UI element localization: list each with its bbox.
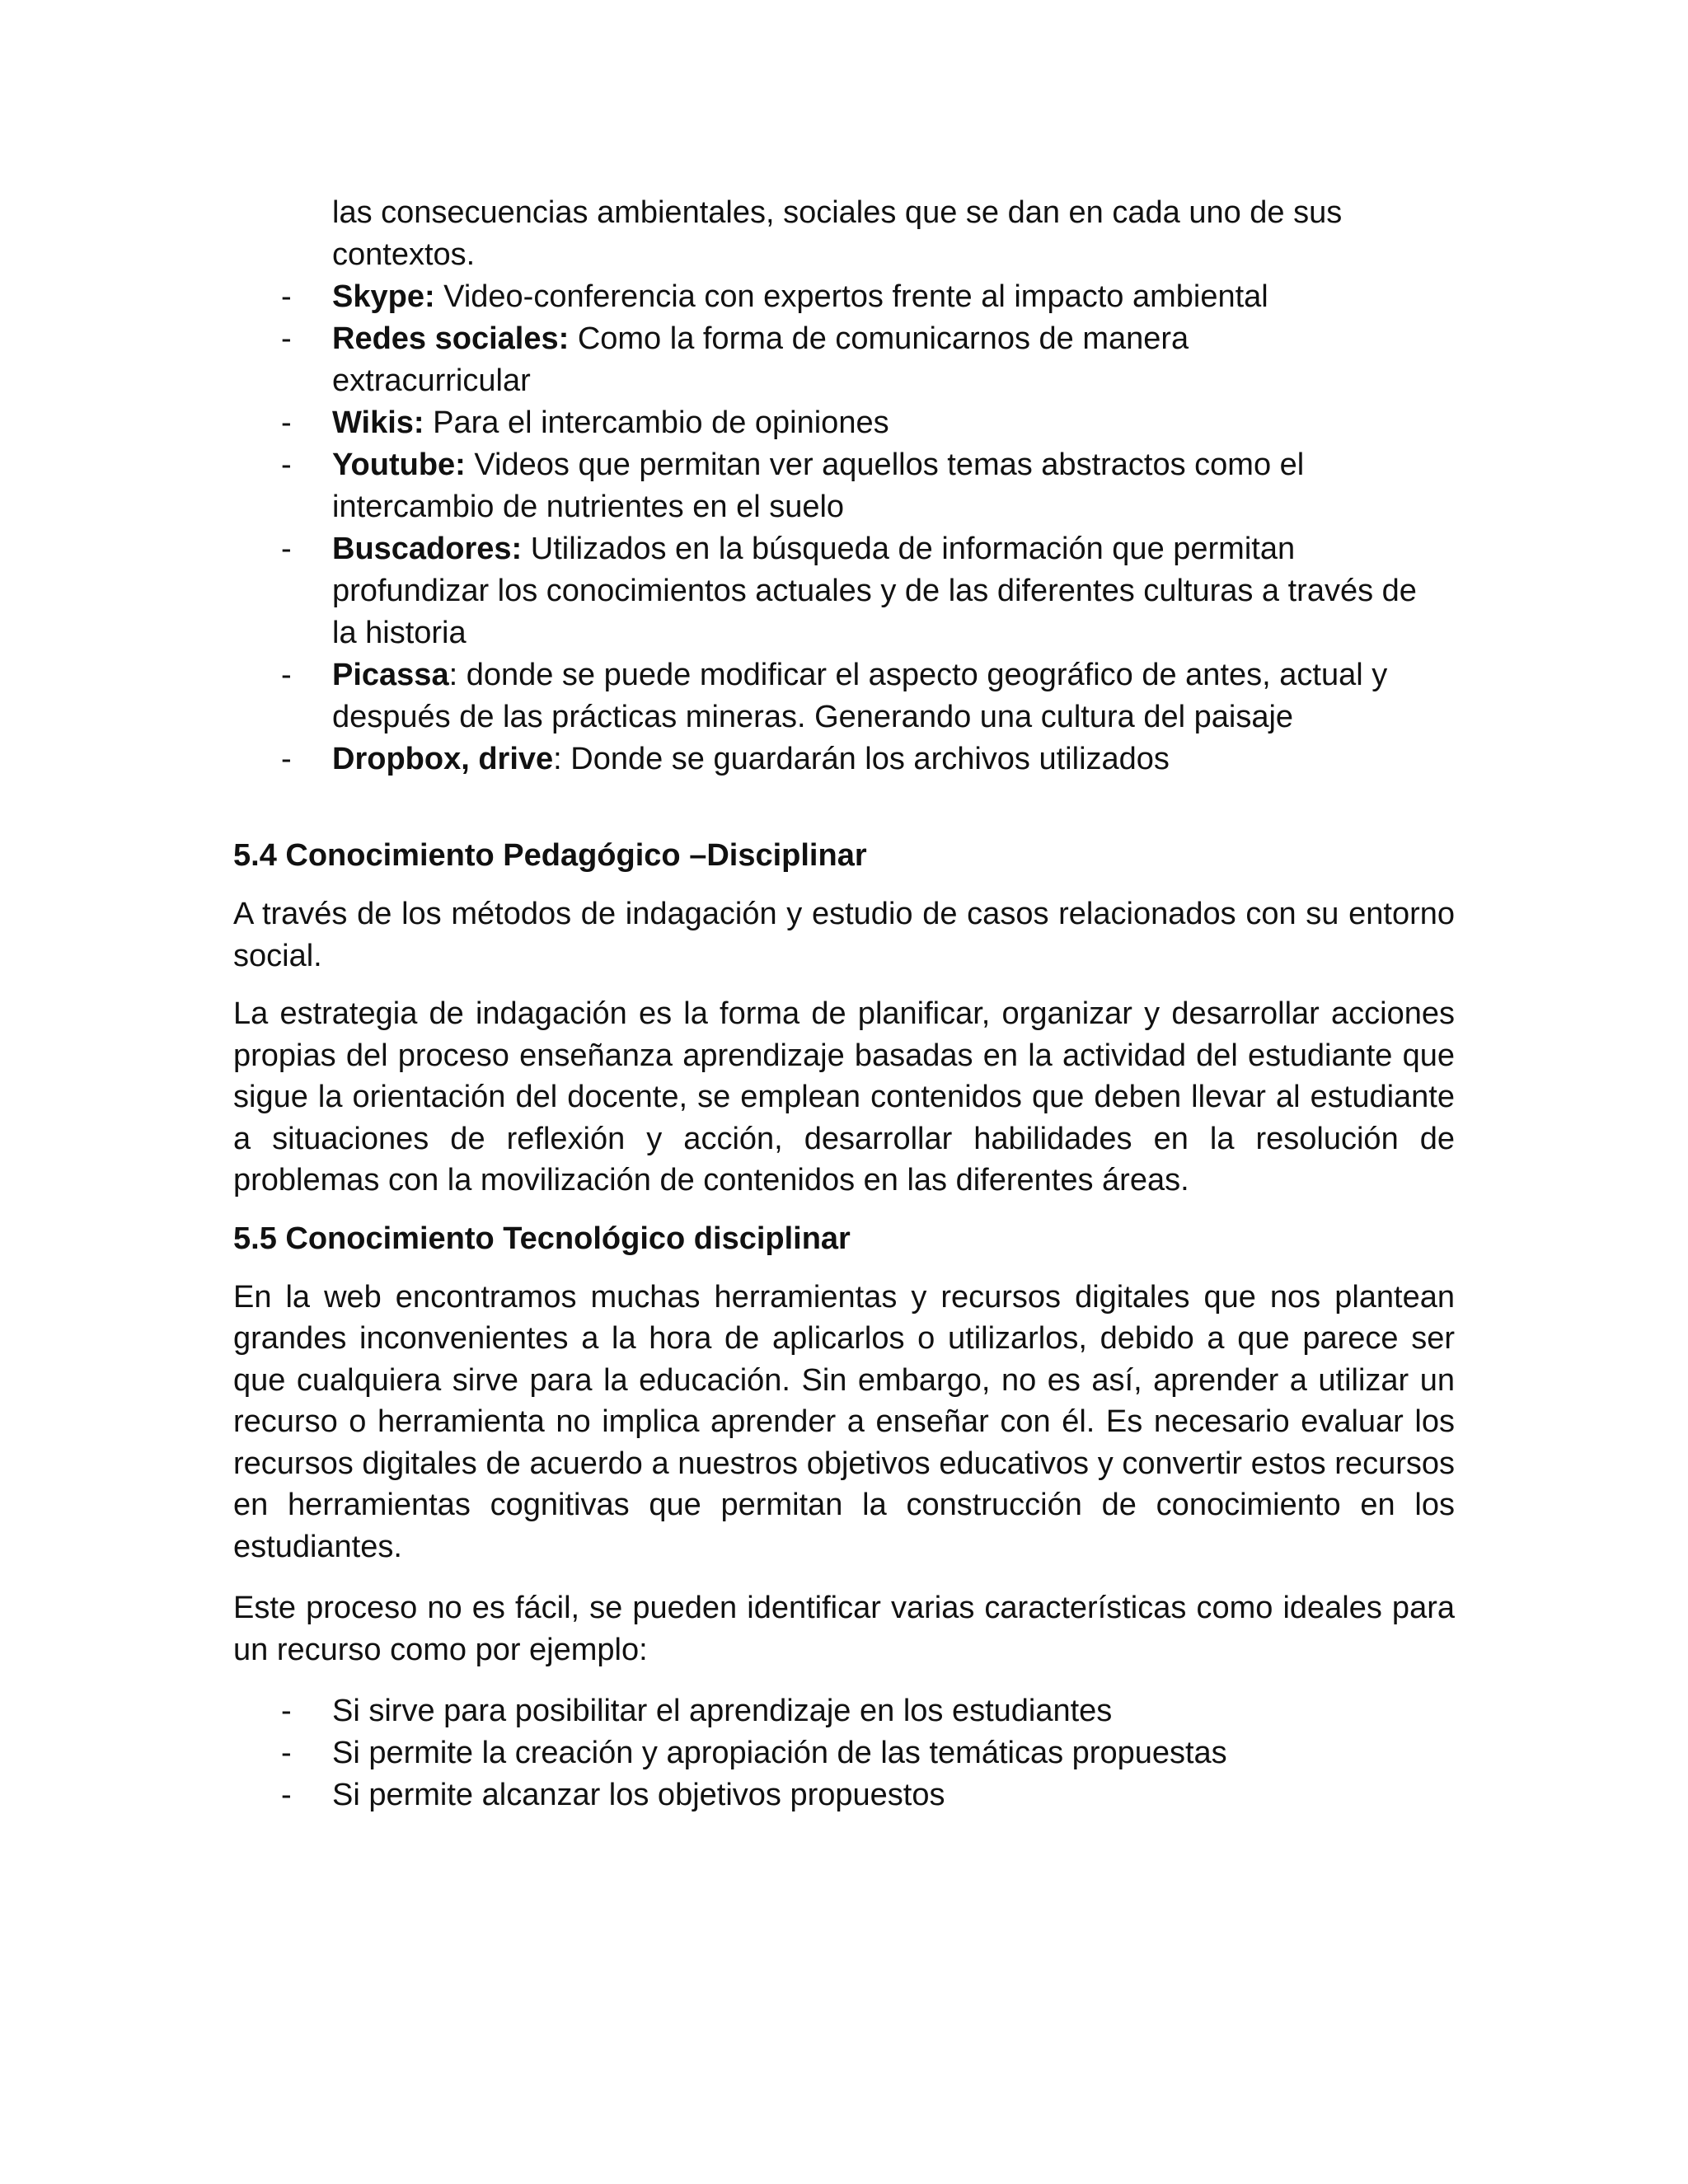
dash-bullet: -	[281, 1694, 292, 1728]
dash-bullet: -	[281, 321, 292, 356]
dash-bullet: -	[281, 658, 292, 692]
dash-bullet: -	[281, 279, 292, 314]
list-item-term: Redes sociales:	[332, 321, 570, 356]
spacer	[233, 977, 1455, 993]
list-item	[233, 738, 1455, 780]
dash-bullet: -	[281, 448, 292, 482]
list-item-term: Wikis:	[332, 405, 424, 440]
list-item	[233, 402, 1455, 444]
list-item	[233, 1774, 1455, 1816]
paragraph: A través de los métodos de indagación y estudio de casos relacionados con su entorno social.	[233, 897, 1455, 973]
dash-bullet: -	[281, 405, 292, 440]
dash-bullet: -	[281, 1778, 292, 1812]
list-item-text: Como la forma de comunicarnos de manera extracurricular	[332, 321, 1189, 398]
list-item-text: : Donde se guardarán los archivos utilizados	[553, 742, 1170, 776]
dash-bullet: -	[281, 532, 292, 566]
paragraph: Este proceso no es fácil, se pueden identificar varias características como ideales para un recurso como por ejemplo:	[233, 1591, 1455, 1667]
list-item-term: Youtube:	[332, 448, 466, 482]
paragraph: En la web encontramos muchas herramientas y recursos digitales que nos plantean grandes inconvenientes a la hora de aplicarlos o utilizarlos, debido a que parece ser que cualquiera sirve para la educación. Sin embargo, no es así, aprender a utilizar un recurso o herramienta no implica aprender a enseñar con él. Es necesario evaluar los recursos digitales de acuerdo a nuestros objetivos educativos y convertir estos recursos en herramientas cognitivas que permitan la construcción de conocimiento en los estudiantes.	[233, 1279, 1455, 1564]
list-item-term: Dropbox, drive	[332, 742, 554, 776]
list-item	[233, 528, 1420, 654]
spacer	[233, 1260, 1455, 1277]
list-item-text: Video-conferencia con expertos frente al impacto ambiental	[434, 279, 1268, 314]
dash-bullet: -	[281, 1736, 292, 1770]
spacer	[233, 1671, 1455, 1690]
continuation-text	[332, 192, 1455, 276]
dash-bullet: -	[281, 742, 292, 776]
section-heading-5-5: 5.5 Conocimiento Tecnológico disciplinar	[233, 1221, 851, 1256]
continuation-line-2: contextos.	[332, 237, 476, 272]
spacer	[233, 1568, 1455, 1587]
list-item-text: Si permite alcanzar los objetivos propuestos	[332, 1778, 945, 1812]
list-item	[233, 654, 1445, 738]
spacer	[233, 877, 1455, 893]
list-item	[233, 318, 1280, 402]
list-item-text: Utilizados en la búsqueda de información que permitan profundizar los conocimientos actuales y de las diferentes culturas a través de la historia	[332, 532, 1417, 650]
continuation-line-1: las consecuencias ambientales, sociales que se dan en cada uno de sus	[332, 195, 1343, 230]
list-item-text: Videos que permitan ver aquellos temas abstractos como el intercambio de nutrientes en el suelo	[332, 448, 1305, 524]
list-item-text: Si permite la creación y apropiación de las temáticas propuestas	[332, 1736, 1227, 1770]
tools-list	[233, 276, 1455, 780]
list-item	[233, 1690, 1455, 1732]
page-content	[233, 192, 1455, 1816]
list-item-text: Para el intercambio de opiniones	[424, 405, 889, 440]
list-item-text: Si sirve para posibilitar el aprendizaje en los estudiantes	[332, 1694, 1113, 1728]
list-item-term: Skype:	[332, 279, 435, 314]
list-item-term: Buscadores:	[332, 532, 523, 566]
criteria-list	[233, 1690, 1455, 1816]
spacer	[233, 1202, 1455, 1218]
section-heading-5-4: 5.4 Conocimiento Pedagógico –Disciplinar	[233, 838, 867, 873]
list-item-text: : donde se puede modificar el aspecto geográfico de antes, actual y después de las prácticas mineras. Generando una cultura del paisaje	[332, 658, 1388, 734]
list-item-term: Picassa	[332, 658, 449, 692]
list-item	[233, 276, 1455, 318]
spacer	[233, 780, 1455, 835]
list-item	[233, 1732, 1455, 1774]
list-item	[233, 444, 1395, 528]
paragraph: La estrategia de indagación es la forma de planificar, organizar y desarrollar acciones propias del proceso enseñanza aprendizaje basadas en la actividad del estudiante que sigue la orientación del docente, se emplean contenidos que deben llevar al estudiante a situaciones de reflexión y acción, desarrollar habilidades en la resolución de problemas con la movilización de contenidos en las diferentes áreas.	[233, 996, 1455, 1197]
